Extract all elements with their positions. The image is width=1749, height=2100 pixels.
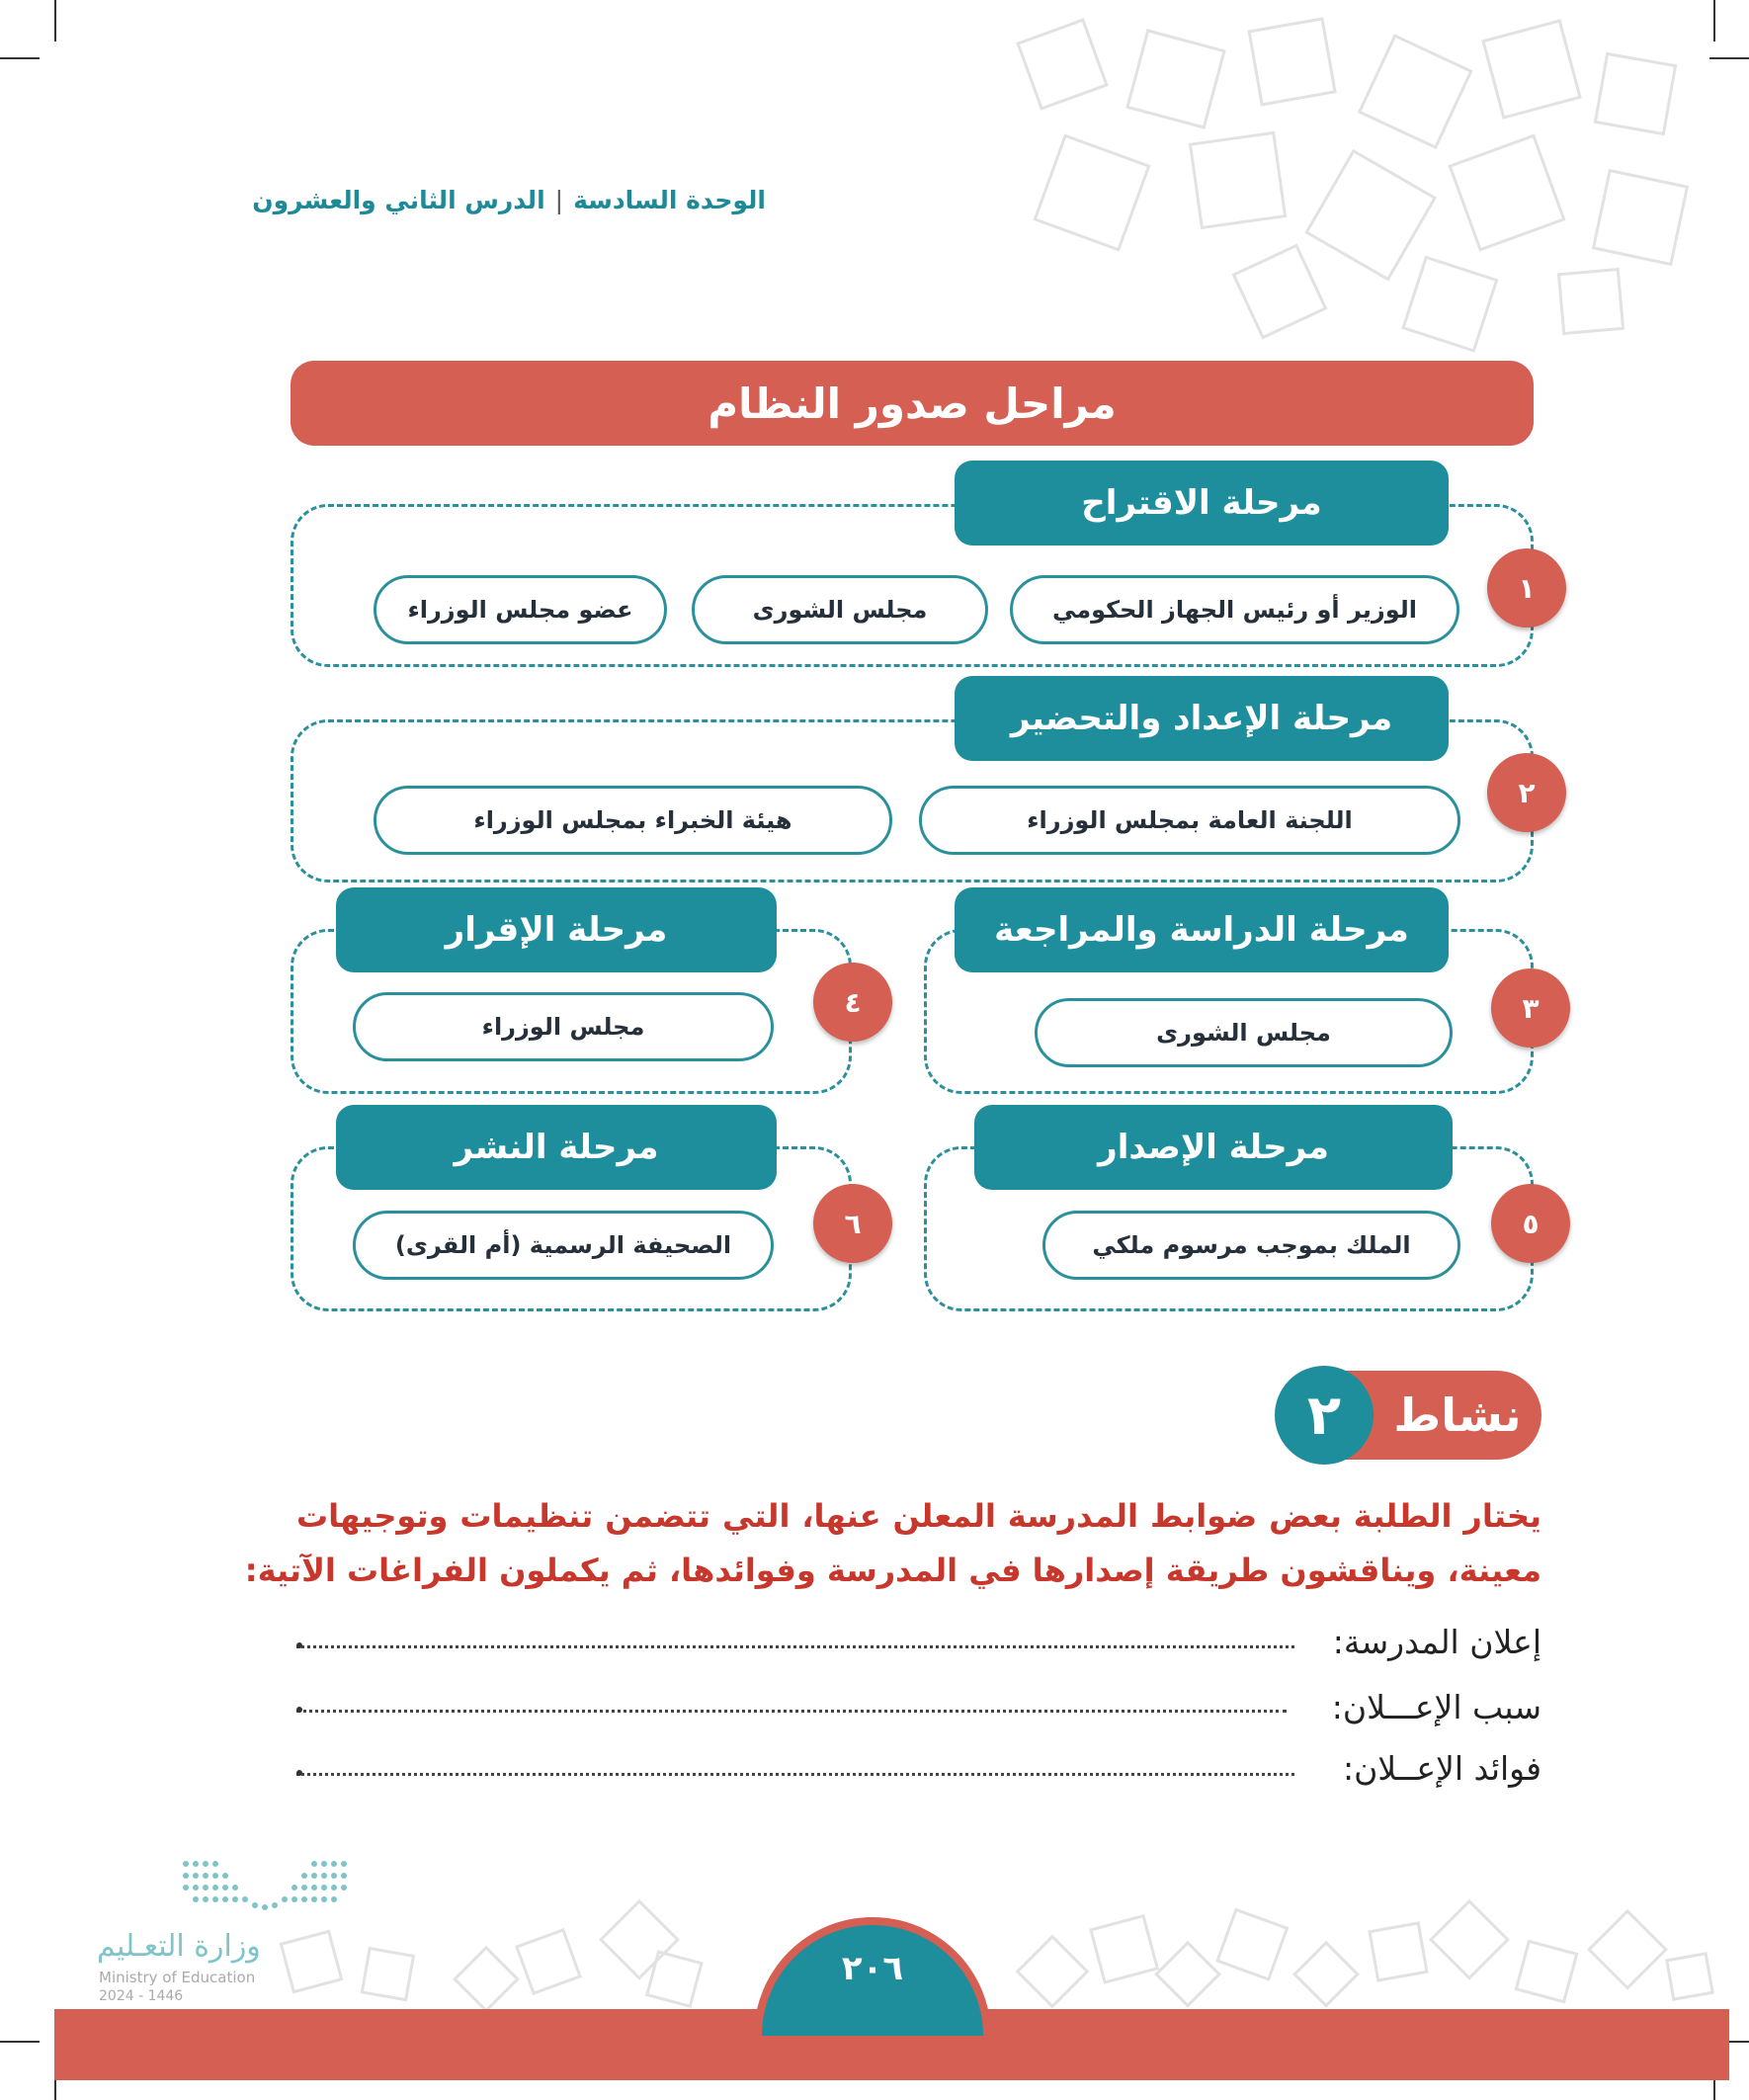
ministry-name-english: Ministry of Education xyxy=(99,1969,256,1986)
stage-1-number: ١ xyxy=(1487,548,1566,628)
announcement-reason-label: سبب الإعـــلان: xyxy=(1331,1688,1541,1726)
stage-4-header: مرحلة الإقرار xyxy=(336,887,777,972)
stage-5-number: ٥ xyxy=(1491,1184,1570,1263)
stage-6-item: الصحيفة الرسمية (أم القرى) xyxy=(353,1211,774,1280)
stage-3-item: مجلس الشورى xyxy=(1035,998,1453,1067)
announcement-benefits-label: فوائد الإعــلان: xyxy=(1342,1749,1541,1788)
breadcrumb xyxy=(252,186,766,214)
school-announcement-label: إعلان المدرسة: xyxy=(1332,1623,1541,1661)
activity-number: ٢ xyxy=(1275,1366,1374,1465)
dot-marker xyxy=(296,1770,302,1776)
stage-3-header: مرحلة الدراسة والمراجعة xyxy=(955,887,1449,972)
stage-2-number: ٢ xyxy=(1487,753,1566,832)
ministry-name-arabic: وزارة التعـليم xyxy=(97,1929,261,1964)
breadcrumb-unit: الوحدة السادسة xyxy=(573,186,766,214)
stage-4-number: ٤ xyxy=(813,963,892,1042)
dot-marker xyxy=(296,1707,302,1713)
stage-2-item: اللجنة العامة بمجلس الوزراء xyxy=(919,786,1460,855)
stage-1-item: الوزير أو رئيس الجهاز الحكومي xyxy=(1010,575,1459,644)
stage-2-header: مرحلة الإعداد والتحضير xyxy=(955,676,1449,761)
page-title: مراحل صدور النظام xyxy=(291,361,1534,446)
dot-marker xyxy=(296,1642,302,1648)
breadcrumb-lesson: الدرس الثاني والعشرون xyxy=(252,186,545,214)
stage-5-item: الملك بموجب مرسوم ملكي xyxy=(1042,1211,1460,1280)
stage-5-header: مرحلة الإصدار xyxy=(974,1105,1453,1190)
school-announcement-blank[interactable] xyxy=(296,1645,1294,1648)
page-number: ٢٠٦ xyxy=(841,1949,904,1988)
stage-2-item: هيئة الخبراء بمجلس الوزراء xyxy=(374,786,892,855)
stage-1-item: مجلس الشورى xyxy=(692,575,988,644)
activity-label: نشاط xyxy=(1334,1371,1541,1460)
ministry-logo-icon xyxy=(176,1856,354,1915)
activity-instruction-line: يختار الطلبة بعض ضوابط المدرسة المعلن عنها، التي تتضمن تنظيمات وتوجيهات xyxy=(296,1497,1541,1535)
breadcrumb-separator: | xyxy=(554,186,564,214)
activity-badge xyxy=(1275,1371,1541,1460)
stage-1-item: عضو مجلس الوزراء xyxy=(374,575,667,644)
stage-1-header: مرحلة الاقتراح xyxy=(955,461,1449,546)
stage-3-number: ٣ xyxy=(1491,968,1570,1048)
announcement-reason-blank[interactable] xyxy=(296,1710,1287,1713)
activity-instruction-line: معينة، ويناقشون طريقة إصدارها في المدرسة وفوائدها، ثم يكملون الفراغات الآتية: xyxy=(244,1552,1541,1589)
edition-year: 2024 - 1446 xyxy=(99,1988,184,2004)
stage-6-header: مرحلة النشر xyxy=(336,1105,777,1190)
announcement-benefits-blank[interactable] xyxy=(296,1773,1294,1776)
stage-6-number: ٦ xyxy=(813,1184,892,1263)
stage-4-item: مجلس الوزراء xyxy=(353,992,774,1061)
